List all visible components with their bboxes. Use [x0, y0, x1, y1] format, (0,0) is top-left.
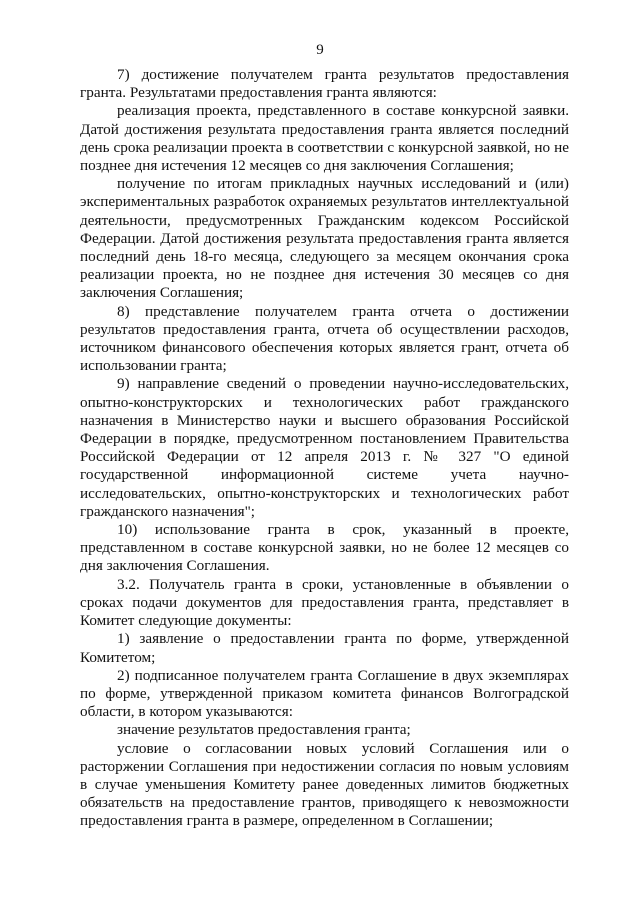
- paragraph-condition: условие о согласовании новых условий Соглашения или о расторжении Соглашения при недостижении согласия по новым условиям в случае уменьшения Комитету ранее доведенных лимитов бюджетных обязательств на предоставление грантов, приводящего к невозможности предоставления гранта в размере, определенном в Соглашении;: [80, 739, 569, 830]
- paragraph-item-10: 10) использование гранта в срок, указанный в проекте, представленном в составе конкурсной заявки, но не более 12 месяцев со дня заключения Соглашения.: [80, 521, 569, 575]
- paragraph-item-9: 9) направление сведений о проведении научно-исследовательских, опытно-конструкторских и технологических работ гражданского назначения в Министерство науки и высшего образования Российской Федерации в порядке, предусмотренном постановлением Правительства Российской Федерации от 12 апреля 2013 г. № 327 "О единой государственной информационной системе учета научно-исследовательских, опытно-конструкторских и технологических работ гражданского назначения";: [80, 375, 569, 520]
- paragraph-section-3-2: 3.2. Получатель гранта в сроки, установленные в объявлении о сроках подачи документов для предоставления гранта, представляет в Комитет следующие документы:: [80, 575, 569, 630]
- paragraph-ip-results: получение по итогам прикладных научных исследований и (или) экспериментальных разработок охраняемых результатов интеллектуальной деятельности, предусмотренных Гражданским кодексом Российской Федерации. Датой достижения результата предоставления гранта является последний день 18-го месяца, следующего за месяцем окончания срока реализации проекта, но не позднее дня истечения 30 месяцев со дня заключения Соглашения;: [80, 175, 569, 302]
- paragraph-doc-1: 1) заявление о предоставлении гранта по форме, утвержденной Комитетом;: [80, 630, 569, 666]
- paragraph-result-value: значение результатов предоставления гранта;: [117, 721, 411, 739]
- paragraph-project-implementation: реализация проекта, представленного в составе конкурсной заявки. Датой достижения результата предоставления гранта является последний день срока реализации проекта в соответствии с конкурсной заявкой, но не позднее дня истечения 12 месяцев со дня заключения Соглашения;: [80, 102, 569, 175]
- document-body: [80, 66, 569, 831]
- paragraph-item-8: 8) представление получателем гранта отчета о достижении результатов предоставления гранта, отчета об осуществлении расходов, источником финансового обеспечения которых является грант, отчета об использовании гранта;: [80, 302, 569, 375]
- page-number: 9: [316, 42, 324, 58]
- paragraph-doc-2: 2) подписанное получателем гранта Соглашение в двух экземплярах по форме, утвержденной приказом комитета финансов Волгоградской области, в котором указываются:: [80, 666, 569, 721]
- paragraph-item-7: 7) достижение получателем гранта результатов предоставления гранта. Результатами предоставления гранта являются:: [80, 66, 569, 102]
